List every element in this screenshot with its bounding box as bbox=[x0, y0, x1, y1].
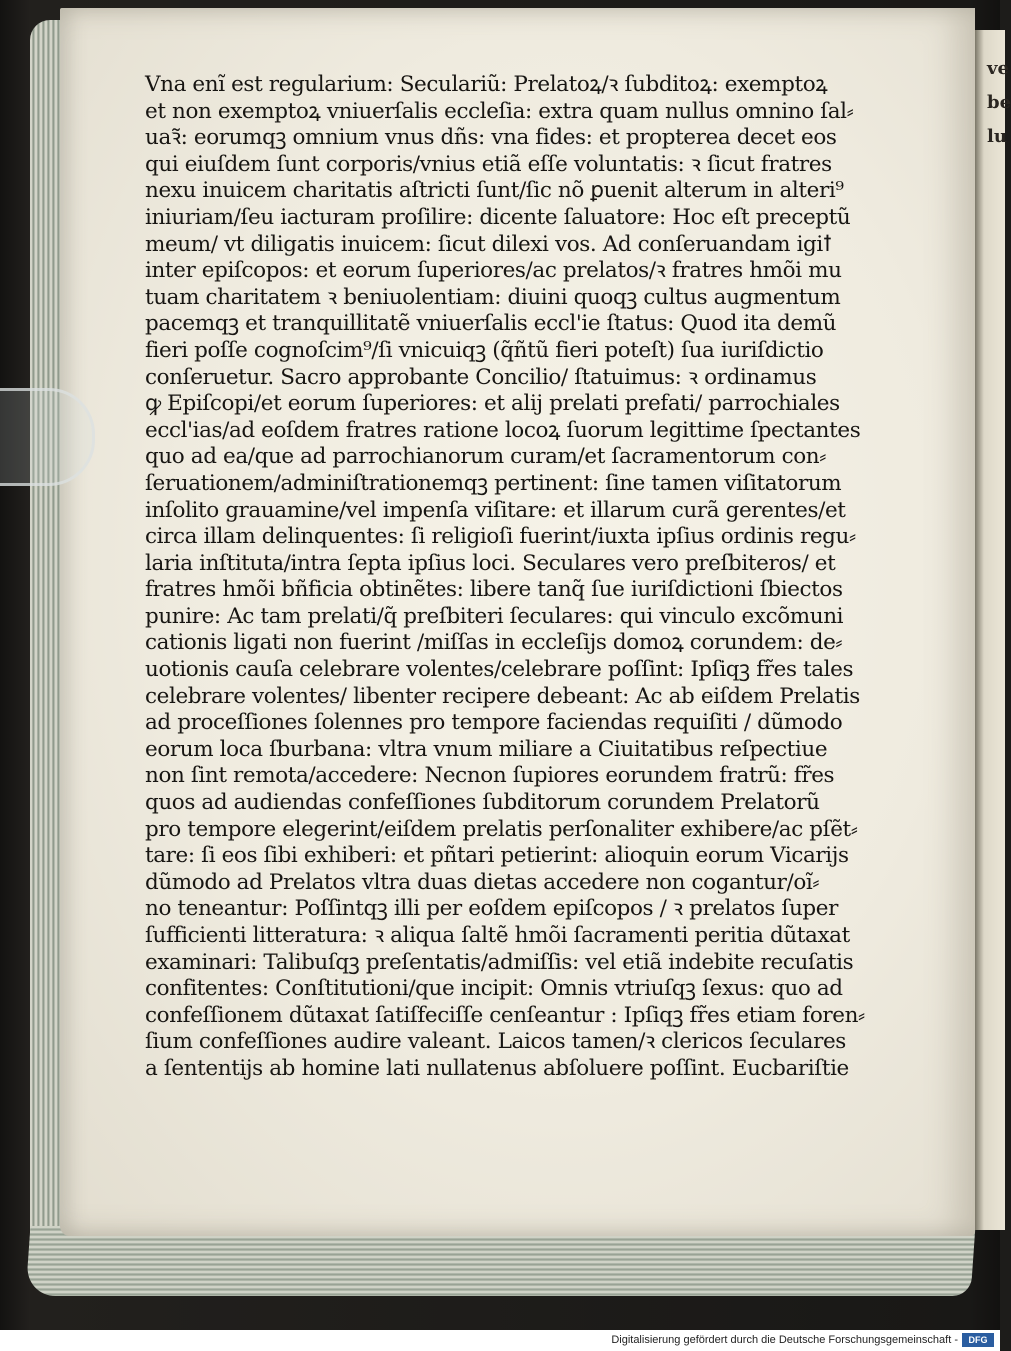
footer-bar bbox=[0, 1330, 1000, 1351]
text-line: confeſſionem dũtaxat ſatiſfeciſſe cenſeantur : Ipſiqꝫ fr̃es etiam foren⸗ bbox=[145, 1002, 865, 1028]
text-line: uaꝛ̃: eorumqꝫ omnium vnus dñs: vna fides: et propterea decet eos bbox=[145, 125, 837, 151]
dfg-logo: DFG bbox=[962, 1333, 994, 1347]
facing-page bbox=[975, 30, 1011, 1230]
text-line: confitentes: Conſtitutioni/que incipit: Omnis vtriuſqꝫ ſexus: quo ad bbox=[145, 976, 843, 1002]
text-line: quo ad ea/que ad parrochianorum curam/et ſacramentorum con⸗ bbox=[145, 444, 826, 470]
facing-page-fragment: be bbox=[987, 92, 1011, 113]
text-line: ſeruationem/adminiſtrationemqꝫ pertinent: ſine tamen viſitatorum bbox=[145, 470, 842, 496]
facing-page-fragment: ve bbox=[987, 58, 1009, 79]
facing-page-fragment: lu bbox=[987, 126, 1007, 147]
text-line: Vna enĩ est regularium: Seculariũ: Prelatoꝝ/ꝛ ſubditoꝝ: exemptoꝝ bbox=[145, 72, 828, 97]
funding-credit: Digitalisierung gefördert durch die Deutsche Forschungsgemeinschaft - bbox=[611, 1334, 958, 1346]
text-line: eccl'ias/ad eoſdem fratres ratione locoꝝ ſuorum legittime ſpectantes bbox=[145, 417, 861, 443]
text-line: ꝙ Epiſcopi/et eorum ſuperiores: et alij prelati prefati/ parrochiales bbox=[145, 391, 840, 417]
text-line: examinari: Talibuſqꝫ preſentatis/admiſſis: vel etiã indebite recuſatis bbox=[145, 949, 854, 975]
text-line: fieri poſſe cognoſcim⁹/ſi vnicuiqꝫ (q̃ñtũ fieri poteſt) ſua iuriſdictio bbox=[145, 337, 824, 363]
text-line: laria inſtituta/intra ſepta ipſius loci. Seculares vero preſbiteros/ et bbox=[145, 550, 836, 576]
text-line: quos ad audiendas confeſſiones ſubditorum corundem Prelatorũ bbox=[145, 790, 820, 816]
text-line: conſeruetur. Sacro approbante Concilio/ ſtatuimus: ꝛ ordinamus bbox=[145, 364, 817, 390]
text-line: pro tempore elegerint/eiſdem prelatis perſonaliter exhibere/ac pſẽt⸗ bbox=[145, 816, 858, 842]
text-line: pacemqꝫ et tranquillitatẽ vniuerſalis eccl'ie ſtatus: Quod ita demũ bbox=[145, 311, 837, 337]
text-line: no teneantur: Poſſintqꝫ illi per eoſdem epiſcopos / ꝛ prelatos ſuper bbox=[145, 896, 839, 922]
text-line: ſufficienti litteratura: ꝛ aliqua ſaltẽ hmõi ſacramenti peritia dũtaxat bbox=[145, 923, 850, 948]
text-line: ad proceſſiones ſolennes pro tempore faciendas requiſiti / dũmodo bbox=[145, 710, 843, 736]
clamp-tab bbox=[0, 388, 95, 486]
text-line: circa illam delinquentes: ſi religioſi fuerint/iuxta ipſius ordinis regu⸗ bbox=[145, 524, 856, 550]
text-line: celebrare volentes/ libenter recipere debeant: Ac ab eiſdem Prelatis bbox=[145, 683, 860, 709]
text-line: cationis ligati non fuerint /miſſas in eccleſijs domoꝝ corundem: de⸗ bbox=[145, 630, 843, 656]
text-line: punire: Ac tam prelati/q̃ preſbiteri ſeculares: qui vinculo excõmuni bbox=[145, 603, 844, 629]
page-text bbox=[145, 72, 880, 1083]
text-line: iniuriam/ſeu iacturam proſilire: dicente ſaluatore: Hoc eſt preceptũ bbox=[145, 204, 851, 230]
text-line: eorum loca ſburbana: vltra vnum miliare a Ciuitatibus reſpectiue bbox=[145, 736, 828, 762]
page-edge-bottom bbox=[26, 1226, 976, 1296]
text-line: uotionis cauſa celebrare volentes/celebrare poſſint: Ipſiqꝫ fr̃es tales bbox=[145, 657, 854, 683]
text-line: qui eiuſdem ſunt corporis/vnius etiã eſſe voluntatis: ꝛ ſicut fratres bbox=[145, 151, 832, 177]
text-line: fratres hmõi bñficia obtinẽtes: libere tanq̃ ſue iuriſdictioni ſbiectos bbox=[145, 577, 843, 603]
text-line: dũmodo ad Prelatos vltra duas dietas accedere non cogantur/oĩ⸗ bbox=[145, 869, 820, 895]
text-line: nexu inuicem charitatis aſtricti ſunt/ſic nõ ꝑuenit alterum in alteri⁹ bbox=[145, 178, 844, 204]
text-line: inſolito grauamine/vel impenſa viſitare: et illarum curã gerentes/et bbox=[145, 497, 846, 523]
text-line: inter epiſcopos: et eorum ſuperiores/ac prelatos/ꝛ fratres hmõi mu bbox=[145, 258, 842, 284]
text-line: et non exemptoꝝ vniuerſalis eccleſia: extra quam nullus omnino ſal⸗ bbox=[145, 98, 854, 124]
text-line: tuam charitatem ꝛ beniuolentiam: diuini quoqꝫ cultus augmentum bbox=[145, 284, 841, 310]
text-line: meum/ vt diligatis inuicem: ſicut dilexi vos. Ad conſeruandam igiꝉ bbox=[145, 231, 832, 257]
text-line: tare: ſi eos ſibi exhiberi: et pñtari petierint: alioquin eorum Vicarijs bbox=[145, 843, 849, 869]
text-line: non ſint remota/accedere: Necnon ſupiores eorundem fratrũ: fr̃es bbox=[145, 763, 835, 789]
text-line: ſium confeſſiones audire valeant. Laicos tamen/ꝛ clericos ſeculares bbox=[145, 1029, 846, 1055]
text-line: a ſententijs ab homine lati nullatenus abſoluere poſſint. Eucbariſtie bbox=[145, 1055, 849, 1081]
